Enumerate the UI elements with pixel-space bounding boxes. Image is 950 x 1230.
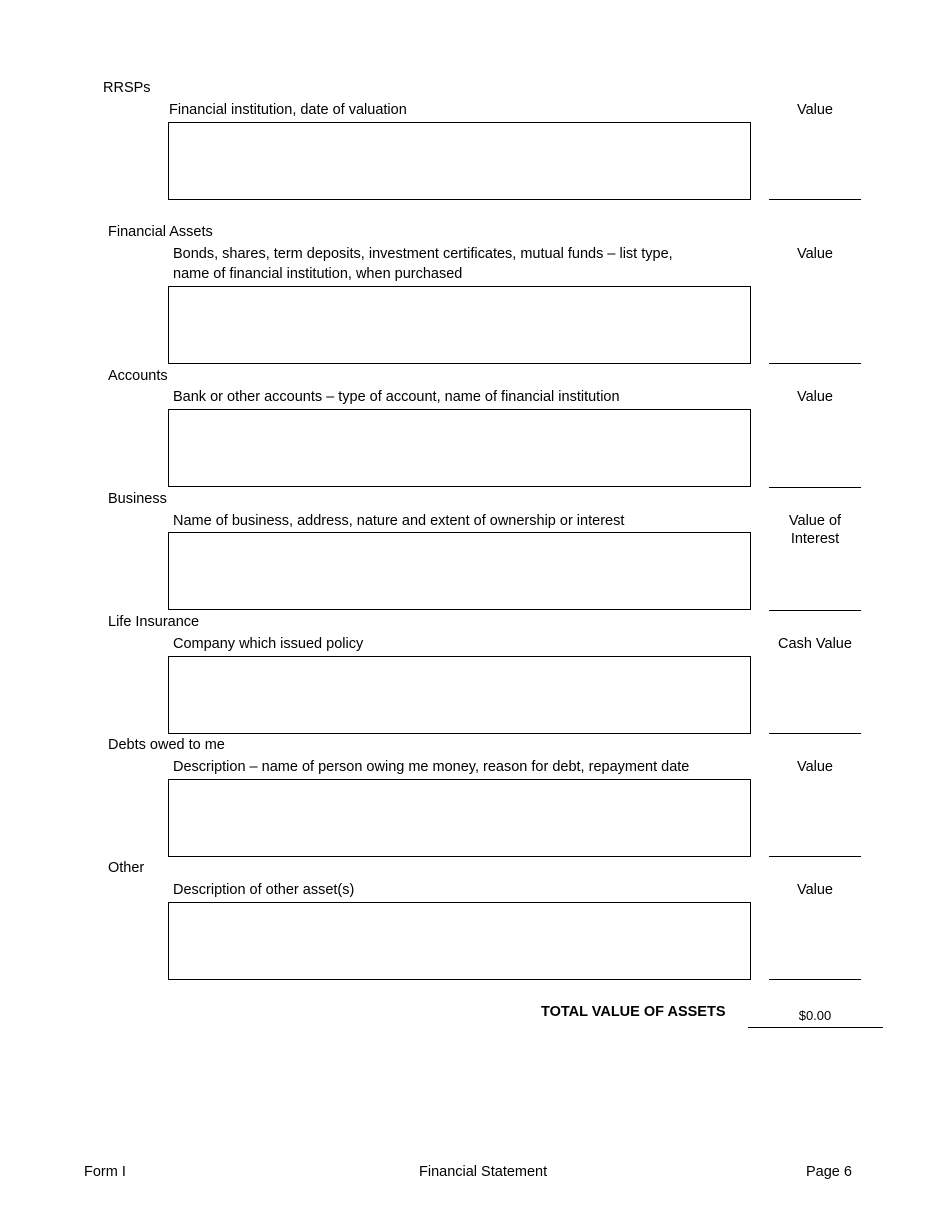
debts-owed-value-field[interactable] — [769, 856, 861, 857]
rrsps-value-label: Value — [796, 102, 833, 118]
other-description: Description of other asset(s) — [173, 882, 355, 898]
total-value-of-assets-label: TOTAL VALUE OF ASSETS — [541, 1004, 726, 1020]
total-underline — [748, 1027, 883, 1028]
footer-document-title: Financial Statement — [419, 1164, 548, 1180]
accounts-description: Bank or other accounts – type of account, name of financial institution — [173, 389, 620, 405]
section-heading-debts-owed: Debts owed to me — [108, 737, 225, 753]
total-value-of-assets-amount[interactable]: $0.00 — [798, 1008, 832, 1023]
business-value-field[interactable] — [769, 610, 861, 611]
rrsps-details-field[interactable] — [168, 122, 751, 200]
debts-owed-description: Description – name of person owing me money, reason for debt, repayment date — [173, 759, 690, 775]
debts-owed-details-field[interactable] — [168, 779, 751, 857]
life-insurance-value-field[interactable] — [769, 733, 861, 734]
footer-page-number: Page 6 — [806, 1164, 852, 1180]
rrsps-value-field[interactable] — [769, 199, 861, 200]
other-details-field[interactable] — [168, 902, 751, 980]
business-value-label-line1: Value of — [788, 513, 842, 529]
financial-assets-details-field[interactable] — [168, 286, 751, 364]
life-insurance-description: Company which issued policy — [173, 636, 364, 652]
rrsps-description: Financial institution, date of valuation — [169, 102, 407, 118]
financial-assets-value-field[interactable] — [769, 363, 861, 364]
financial-assets-value-label: Value — [796, 246, 833, 262]
accounts-value-label: Value — [796, 389, 833, 405]
section-heading-business: Business — [108, 491, 167, 507]
accounts-value-field[interactable] — [769, 487, 861, 488]
footer-form-id: Form I — [84, 1164, 126, 1180]
other-value-field[interactable] — [769, 979, 861, 980]
life-insurance-value-label: Cash Value — [778, 636, 852, 652]
business-description: Name of business, address, nature and extent of ownership or interest — [173, 513, 625, 529]
financial-assets-description-line2: name of financial institution, when purchased — [173, 266, 463, 282]
section-heading-other: Other — [108, 860, 145, 876]
life-insurance-details-field[interactable] — [168, 656, 751, 734]
financial-assets-description-line1: Bonds, shares, term deposits, investment certificates, mutual funds – list type, — [173, 246, 673, 262]
debts-owed-value-label: Value — [796, 759, 833, 775]
section-heading-life-insurance: Life Insurance — [108, 614, 200, 630]
business-details-field[interactable] — [168, 532, 751, 610]
other-value-label: Value — [796, 882, 833, 898]
accounts-details-field[interactable] — [168, 409, 751, 487]
section-heading-accounts: Accounts — [108, 368, 168, 384]
section-heading-financial-assets: Financial Assets — [108, 224, 213, 240]
section-heading-rrsps: RRSPs — [103, 80, 151, 96]
business-value-label-line2: Interest — [790, 531, 840, 547]
